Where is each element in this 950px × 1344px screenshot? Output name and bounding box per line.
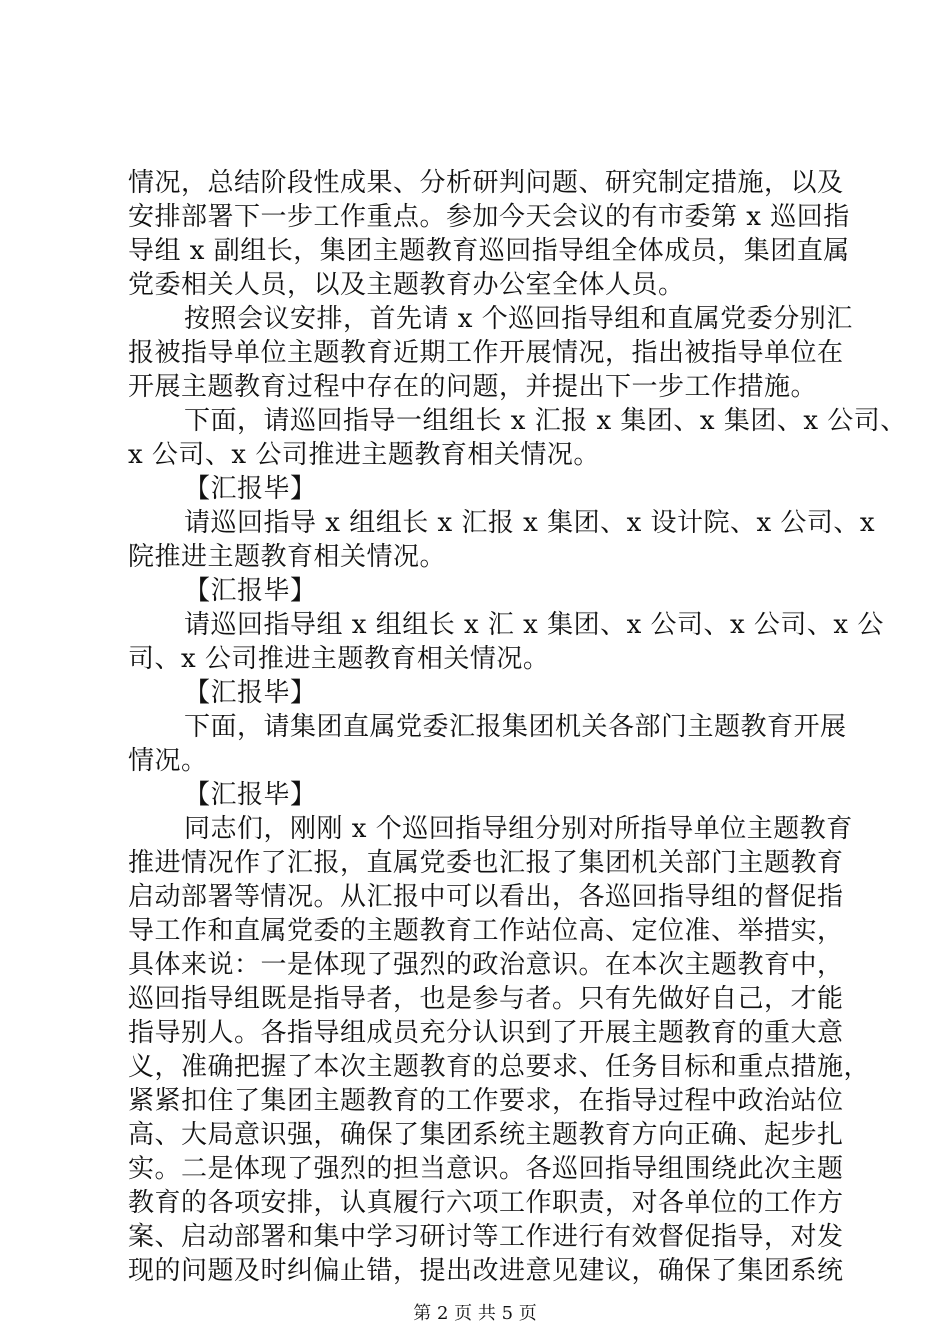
text-line: 下面，请集团直属党委汇报集团机关各部门主题教育开展 <box>184 712 847 742</box>
text-line: 导工作和直属党委的主题教育工作站位高、定位准、举措实， <box>128 916 844 946</box>
text-line: 实。二是体现了强烈的担当意识。各巡回指导组围绕此次主题 <box>128 1154 844 1184</box>
text-line: 司、x 公司推进主题教育相关情况。 <box>128 644 550 674</box>
text-line: 教育的各项安排，认真履行六项工作职责，对各单位的工作方 <box>128 1188 844 1218</box>
text-line: 【汇报毕】 <box>184 576 317 606</box>
text-line: 启动部署等情况。从汇报中可以看出，各巡回指导组的督促指 <box>128 882 844 912</box>
text-line: x 公司、x 公司推进主题教育相关情况。 <box>128 440 600 470</box>
text-line: 案、启动部署和集中学习研讨等工作进行有效督促指导，对发 <box>128 1222 844 1252</box>
text-line: 请巡回指导组 x 组组长 x 汇 x 集团、x 公司、x 公司、x 公 <box>184 610 884 640</box>
text-line: 指导别人。各指导组成员充分认识到了开展主题教育的重大意 <box>128 1018 844 1048</box>
text-line: 同志们，刚刚 x 个巡回指导组分别对所指导单位主题教育 <box>184 814 853 844</box>
text-line: 安排部署下一步工作重点。参加今天会议的有市委第 x 巡回指 <box>128 202 850 232</box>
text-line: 具体来说：一是体现了强烈的政治意识。在本次主题教育中， <box>128 950 844 980</box>
text-line: 推进情况作了汇报，直属党委也汇报了集团机关部门主题教育 <box>128 848 844 878</box>
text-line: 下面，请巡回指导一组组长 x 汇报 x 集团、x 集团、x 公司、 <box>184 406 907 436</box>
text-line: 义，准确把握了本次主题教育的总要求、任务目标和重点措施， <box>128 1052 871 1082</box>
text-line: 导组 x 副组长，集团主题教育巡回指导组全体成员，集团直属 <box>128 236 850 266</box>
text-line: 高、大局意识强，确保了集团系统主题教育方向正确、起步扎 <box>128 1120 844 1150</box>
text-line: 按照会议安排，首先请 x 个巡回指导组和直属党委分别汇 <box>184 304 853 334</box>
text-line: 【汇报毕】 <box>184 474 317 504</box>
text-line: 巡回指导组既是指导者，也是参与者。只有先做好自己，才能 <box>128 984 844 1014</box>
text-line: 【汇报毕】 <box>184 678 317 708</box>
text-line: 请巡回指导 x 组组长 x 汇报 x 集团、x 设计院、x 公司、x <box>184 508 876 538</box>
text-line: 党委相关人员，以及主题教育办公室全体人员。 <box>128 270 685 300</box>
page-footer: 第 2 页 共 5 页 <box>413 1303 537 1324</box>
text-line: 现的问题及时纠偏止错，提出改进意见建议，确保了集团系统 <box>128 1256 844 1286</box>
text-line: 院推进主题教育相关情况。 <box>128 542 447 572</box>
text-line: 情况。 <box>128 746 208 776</box>
document-body <box>128 166 907 1288</box>
text-line: 情况，总结阶段性成果、分析研判问题、研究制定措施，以及 <box>128 168 844 198</box>
text-line: 紧紧扣住了集团主题教育的工作要求，在指导过程中政治站位 <box>128 1086 844 1116</box>
text-line: 开展主题教育过程中存在的问题，并提出下一步工作措施。 <box>128 372 818 402</box>
text-line: 报被指导单位主题教育近期工作开展情况，指出被指导单位在 <box>128 338 844 368</box>
text-line: 【汇报毕】 <box>184 780 317 810</box>
